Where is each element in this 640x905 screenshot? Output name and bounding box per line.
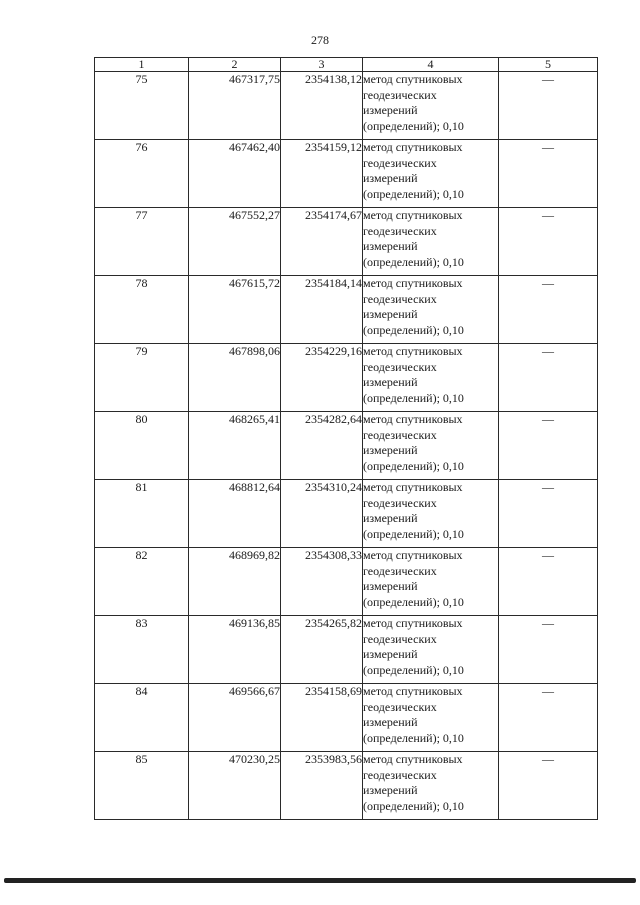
method-line: геодезических (363, 223, 437, 238)
point-number-cell: 77 (95, 208, 189, 276)
x-coordinate-cell: 468265,41 (189, 412, 281, 480)
method-line: (определений); 0,10 (363, 390, 464, 405)
y-coordinate-cell: 2354174,67 (281, 208, 363, 276)
method-line: метод спутниковых (363, 752, 463, 766)
point-number-cell: 79 (95, 344, 189, 412)
method-cell (363, 480, 499, 548)
y-coordinate-cell: 2354184,14 (281, 276, 363, 344)
point-number-cell: 80 (95, 412, 189, 480)
method-line: измерений (363, 647, 418, 661)
method-line: измерений (363, 783, 418, 797)
method-line: метод спутниковых (363, 548, 463, 562)
point-number-cell: 84 (95, 684, 189, 752)
method-line: метод спутниковых (363, 684, 463, 698)
method-line: измерений (363, 511, 418, 525)
method-line: геодезических (363, 359, 437, 374)
method-cell (363, 548, 499, 616)
method-cell (363, 276, 499, 344)
table-row (95, 548, 598, 616)
y-coordinate-cell: 2354265,82 (281, 616, 363, 684)
method-cell (363, 412, 499, 480)
table-body (95, 72, 598, 820)
point-number-cell: 81 (95, 480, 189, 548)
method-cell (363, 72, 499, 140)
method-cell (363, 208, 499, 276)
table-row (95, 684, 598, 752)
method-line: геодезических (363, 631, 437, 646)
point-number-cell: 78 (95, 276, 189, 344)
y-coordinate-cell: 2354159,12 (281, 140, 363, 208)
method-cell (363, 752, 499, 820)
x-coordinate-cell: 467552,27 (189, 208, 281, 276)
method-line: метод спутниковых (363, 276, 463, 290)
method-cell (363, 684, 499, 752)
y-coordinate-cell: 2354158,69 (281, 684, 363, 752)
method-line: геодезических (363, 699, 437, 714)
note-cell: — (499, 208, 598, 276)
method-line: геодезических (363, 155, 437, 170)
method-line: измерений (363, 103, 418, 117)
point-number-cell: 75 (95, 72, 189, 140)
page-number: 278 (311, 33, 329, 47)
point-number-cell: 76 (95, 140, 189, 208)
y-coordinate-cell: 2354229,16 (281, 344, 363, 412)
x-coordinate-cell: 467317,75 (189, 72, 281, 140)
table-row (95, 480, 598, 548)
note-cell: — (499, 344, 598, 412)
note-cell: — (499, 276, 598, 344)
y-coordinate-cell: 2354308,33 (281, 548, 363, 616)
table-row (95, 276, 598, 344)
method-line: измерений (363, 715, 418, 729)
method-line: (определений); 0,10 (363, 458, 464, 473)
method-line: (определений); 0,10 (363, 118, 464, 133)
x-coordinate-cell: 468812,64 (189, 480, 281, 548)
method-line: (определений); 0,10 (363, 730, 464, 745)
point-number-cell: 85 (95, 752, 189, 820)
method-cell (363, 140, 499, 208)
method-line: метод спутниковых (363, 616, 463, 630)
method-line: метод спутниковых (363, 412, 463, 426)
note-cell: — (499, 616, 598, 684)
method-line: измерений (363, 239, 418, 253)
note-cell: — (499, 684, 598, 752)
x-coordinate-cell: 467898,06 (189, 344, 281, 412)
header-cell: 1 (95, 58, 189, 72)
header-cell: 2 (189, 58, 281, 72)
x-coordinate-cell: 468969,82 (189, 548, 281, 616)
header-cell: 4 (363, 58, 499, 72)
method-line: измерений (363, 171, 418, 185)
method-line: геодезических (363, 495, 437, 510)
x-coordinate-cell: 467615,72 (189, 276, 281, 344)
y-coordinate-cell: 2354282,64 (281, 412, 363, 480)
method-line: геодезических (363, 767, 437, 782)
note-cell: — (499, 548, 598, 616)
table-row (95, 412, 598, 480)
method-line: измерений (363, 579, 418, 593)
method-line: (определений); 0,10 (363, 254, 464, 269)
method-line: измерений (363, 443, 418, 457)
method-line: метод спутниковых (363, 140, 463, 154)
note-cell: — (499, 752, 598, 820)
method-line: (определений); 0,10 (363, 526, 464, 541)
note-cell: — (499, 72, 598, 140)
point-number-cell: 82 (95, 548, 189, 616)
method-line: метод спутниковых (363, 344, 463, 358)
table-row (95, 752, 598, 820)
method-line: (определений); 0,10 (363, 594, 464, 609)
note-cell: — (499, 480, 598, 548)
y-coordinate-cell: 2354138,12 (281, 72, 363, 140)
method-line: (определений); 0,10 (363, 798, 464, 813)
header-cell: 3 (281, 58, 363, 72)
method-line: (определений); 0,10 (363, 186, 464, 201)
y-coordinate-cell: 2353983,56 (281, 752, 363, 820)
table-row (95, 208, 598, 276)
note-cell: — (499, 412, 598, 480)
table-row (95, 140, 598, 208)
method-cell (363, 344, 499, 412)
table-row (95, 72, 598, 140)
method-line: геодезических (363, 563, 437, 578)
table-header-row (95, 58, 598, 72)
method-line: измерений (363, 307, 418, 321)
method-line: измерений (363, 375, 418, 389)
method-line: геодезических (363, 427, 437, 442)
method-line: (определений); 0,10 (363, 322, 464, 337)
header-cell: 5 (499, 58, 598, 72)
table-row (95, 344, 598, 412)
coordinates-table (94, 57, 598, 820)
x-coordinate-cell: 467462,40 (189, 140, 281, 208)
point-number-cell: 83 (95, 616, 189, 684)
y-coordinate-cell: 2354310,24 (281, 480, 363, 548)
table-row (95, 616, 598, 684)
method-cell (363, 616, 499, 684)
method-line: (определений); 0,10 (363, 662, 464, 677)
method-line: метод спутниковых (363, 72, 463, 86)
method-line: геодезических (363, 87, 437, 102)
method-line: геодезических (363, 291, 437, 306)
x-coordinate-cell: 469566,67 (189, 684, 281, 752)
note-cell: — (499, 140, 598, 208)
x-coordinate-cell: 469136,85 (189, 616, 281, 684)
x-coordinate-cell: 470230,25 (189, 752, 281, 820)
method-line: метод спутниковых (363, 208, 463, 222)
method-line: метод спутниковых (363, 480, 463, 494)
bottom-rule (4, 878, 636, 883)
